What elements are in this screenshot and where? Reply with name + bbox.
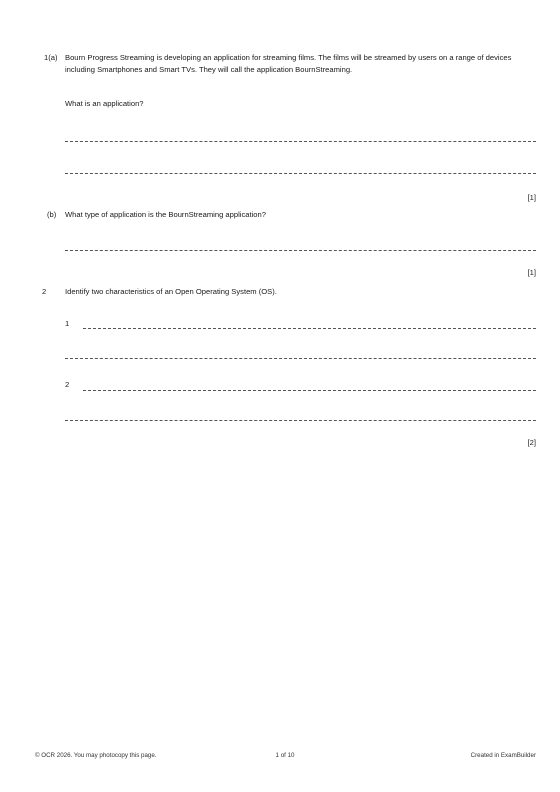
answer-line-2-1b[interactable] [65, 358, 536, 359]
answer-line-2-2b[interactable] [65, 420, 536, 421]
question-1b-label: (b) [47, 210, 57, 219]
marks-2: [2] [527, 438, 536, 447]
marks-1b: [1] [527, 268, 536, 277]
answer-line-2-1a[interactable] [83, 328, 536, 329]
question-1b-text: What type of application is the BournStreaming application? [65, 210, 266, 219]
question-2-text: Identify two characteristics of an Open Operating System (OS). [65, 287, 277, 296]
footer-page-number: 1 of 10 [275, 752, 295, 759]
answer-line-1a-1[interactable] [65, 141, 536, 142]
answer-line-1b[interactable] [65, 250, 536, 251]
footer-copyright: © OCR 2026. You may photocopy this page. [35, 752, 157, 759]
question-1a-number: 1(a) [44, 53, 58, 62]
question-2-number: 2 [42, 287, 47, 296]
marks-1a: [1] [527, 193, 536, 202]
footer-credit: Created in ExamBuilder [470, 752, 536, 759]
question-2-item-2-label: 2 [65, 380, 70, 389]
question-1a-text: What is an application? [65, 99, 144, 108]
answer-line-1a-2[interactable] [65, 173, 536, 174]
question-1-stem: Bourn Progress Streaming is developing an application for streaming films. The films will be streamed by users on a range of devices including Smartphones and Smart TVs. They will call the application BournStreaming. [65, 53, 512, 74]
question-2-item-1-label: 1 [65, 319, 70, 328]
answer-line-2-2a[interactable] [83, 390, 536, 391]
